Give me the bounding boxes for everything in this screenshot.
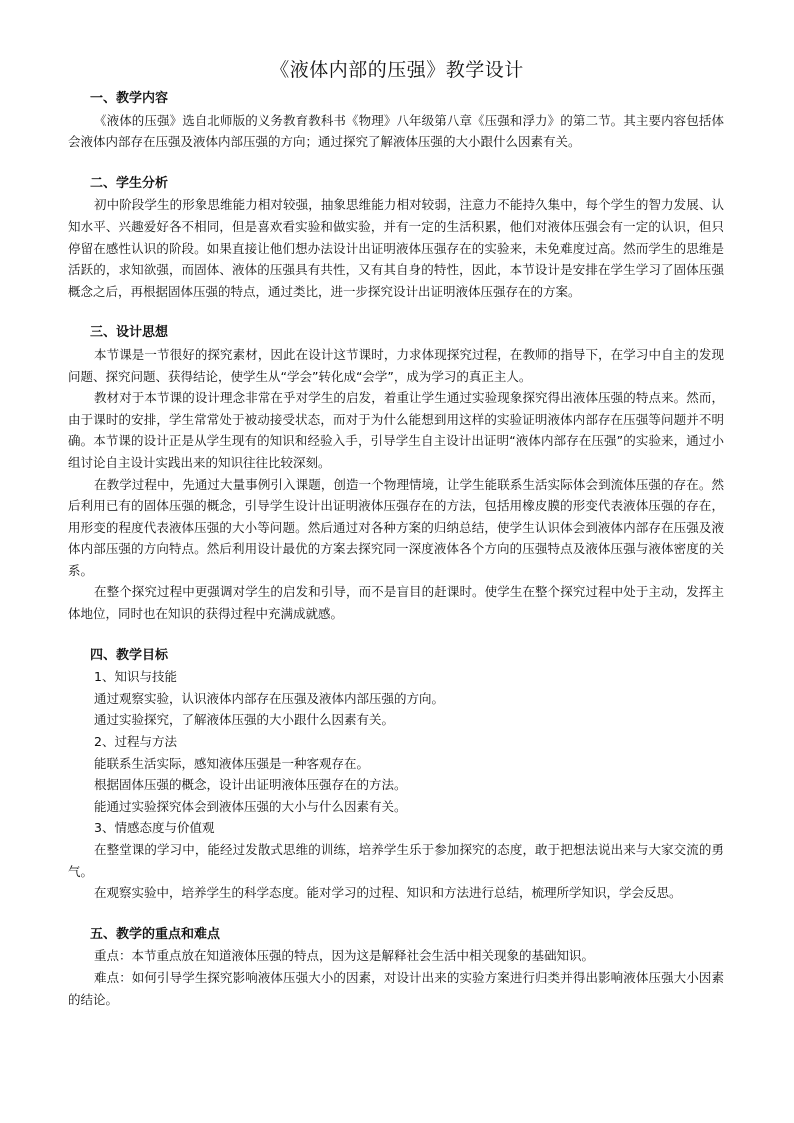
goal-line: 根据固体压强的概念，设计出证明液体压强存在的方法。: [94, 777, 407, 793]
paragraph: 在观察实验中，培养学生的科学态度。能对学习的过程、知识和方法进行总结，梳理所学知识，学会反思。: [94, 885, 682, 901]
goal-line: 通过实验探究，了解液体压强的大小跟什么因素有关。: [94, 712, 395, 728]
section-teaching-content: [68, 88, 724, 153]
section-heading: 二、学生分析: [90, 175, 169, 191]
document-body: [68, 88, 724, 1010]
goal-line: 能联系生活实际，感知液体压强是一种客观存在。: [94, 755, 370, 771]
paragraph: 在整个探究过程中更强调对学生的启发和引导，而不是盲目的赶课时。使学生在整个探究过程中处于主动，发挥主体地位，同时也在知识的获得过程中充满成就感。: [68, 584, 724, 622]
goal-line: 通过观察实验，认识液体内部存在压强及液体内部压强的方向。: [94, 690, 445, 706]
paragraph: 在教学过程中，先通过大量事例引入课题，创造一个物理情境，让学生能联系生活实际体会到流体压强的存在。然后利用已有的固体压强的概念，引导学生设计出证明液体压强存在的方法，包括用橡皮膜的形变代表液体压强的存在，用形变的程度代表液体压强的大小等问题。然后通过对各种方案的归纳总结，使学生认识体会到液体内部存在压强及液体内部压强的方向特点。然后利用设计最优的方案去探究同一深度液体各个方向的压强特点及液体压强与液体密度的关系。: [68, 476, 724, 578]
paragraph: 在整堂课的学习中，能经过发散式思维的训练，培养学生乐于参加探究的态度，敢于把想法说出来与大家交流的勇气。: [68, 842, 724, 879]
section-heading: 一、教学内容: [90, 91, 169, 106]
paragraph: 难点：如何引导学生探究影响液体压强大小的因素，对设计出来的实验方案进行归类并得出影响液体压强大小因素的结论。: [68, 969, 724, 1007]
section-heading: 三、设计思想: [90, 325, 169, 341]
paragraph: 本节课是一节很好的探究素材，因此在设计这节课时，力求体现探究过程，在教师的指导下，在学习中自主的发现问题、探究问题、获得结论，使学生从“学会”转化成“会学”，成为学习的真正主人。: [68, 346, 724, 384]
section-student-analysis: [68, 173, 724, 303]
subheading: 2、过程与方法: [94, 734, 177, 750]
paragraph: 教材对于本节课的设计理念非常在乎对学生的启发，着重让学生通过实验现象探究得出液体压强的特点来。然而，由于课时的安排，学生常常处于被动接受状态，而对于为什么能想到用这样的实验证明液体内部存在压强等问题并不明确。本节课的设计正是从学生现有的知识和经验入手，引导学生自主设计出证明“液体内部存在压强”的实验来，通过小组讨论自主设计实践出来的知识往往比较深刻。: [68, 390, 724, 470]
paragraph: 重点：本节重点放在知道液体压强的特点，因为这是解释社会生活中相关现象的基础知识。: [94, 948, 595, 964]
document-title: 《液体内部的压强》教学设计: [270, 59, 524, 81]
section-design-idea: [68, 322, 724, 624]
section-heading: 四、教学目标: [90, 647, 169, 663]
subheading: 1、知识与技能: [94, 669, 177, 685]
paragraph: 初中阶段学生的形象思维能力相对较强，抽象思维能力相对较弱，注意力不能持久集中，每个学生的智力发展、认知水平、兴趣爱好各不相同，但是喜欢看实验和做实验，并有一定的生活积累，他们对液体压强会有一定的认识，但只停留在感性认识的阶段。如果直接让他们想办法设计出证明液体压强存在的实验来，未免难度过高。然而学生的思维是活跃的，求知欲强，而固体、液体的压强具有共性，又有其自身的特性，因此，本节设计是安排在学生学习了固体压强概念之后，再根据固体压强的特点，通过类比，进一步探究设计出证明液体压强存在的方案。: [68, 197, 724, 299]
goal-line: 能通过实验探究体会到液体压强的大小与什么因素有关。: [94, 798, 407, 814]
subheading: 3、情感态度与价值观: [94, 820, 215, 836]
section-teaching-goals: [68, 645, 724, 904]
paragraph: 《液体的压强》选自北师版的义务教育教科书《物理》八年级第八章《压强和浮力》的第二节。其主要内容包括体会液体内部存在压强及液体内部压强的方向；通过探究了解液体压强的大小跟什么因素有关。: [68, 112, 724, 150]
section-key-points: [68, 924, 724, 1010]
section-heading: 五、教学的重点和难点: [90, 926, 221, 942]
